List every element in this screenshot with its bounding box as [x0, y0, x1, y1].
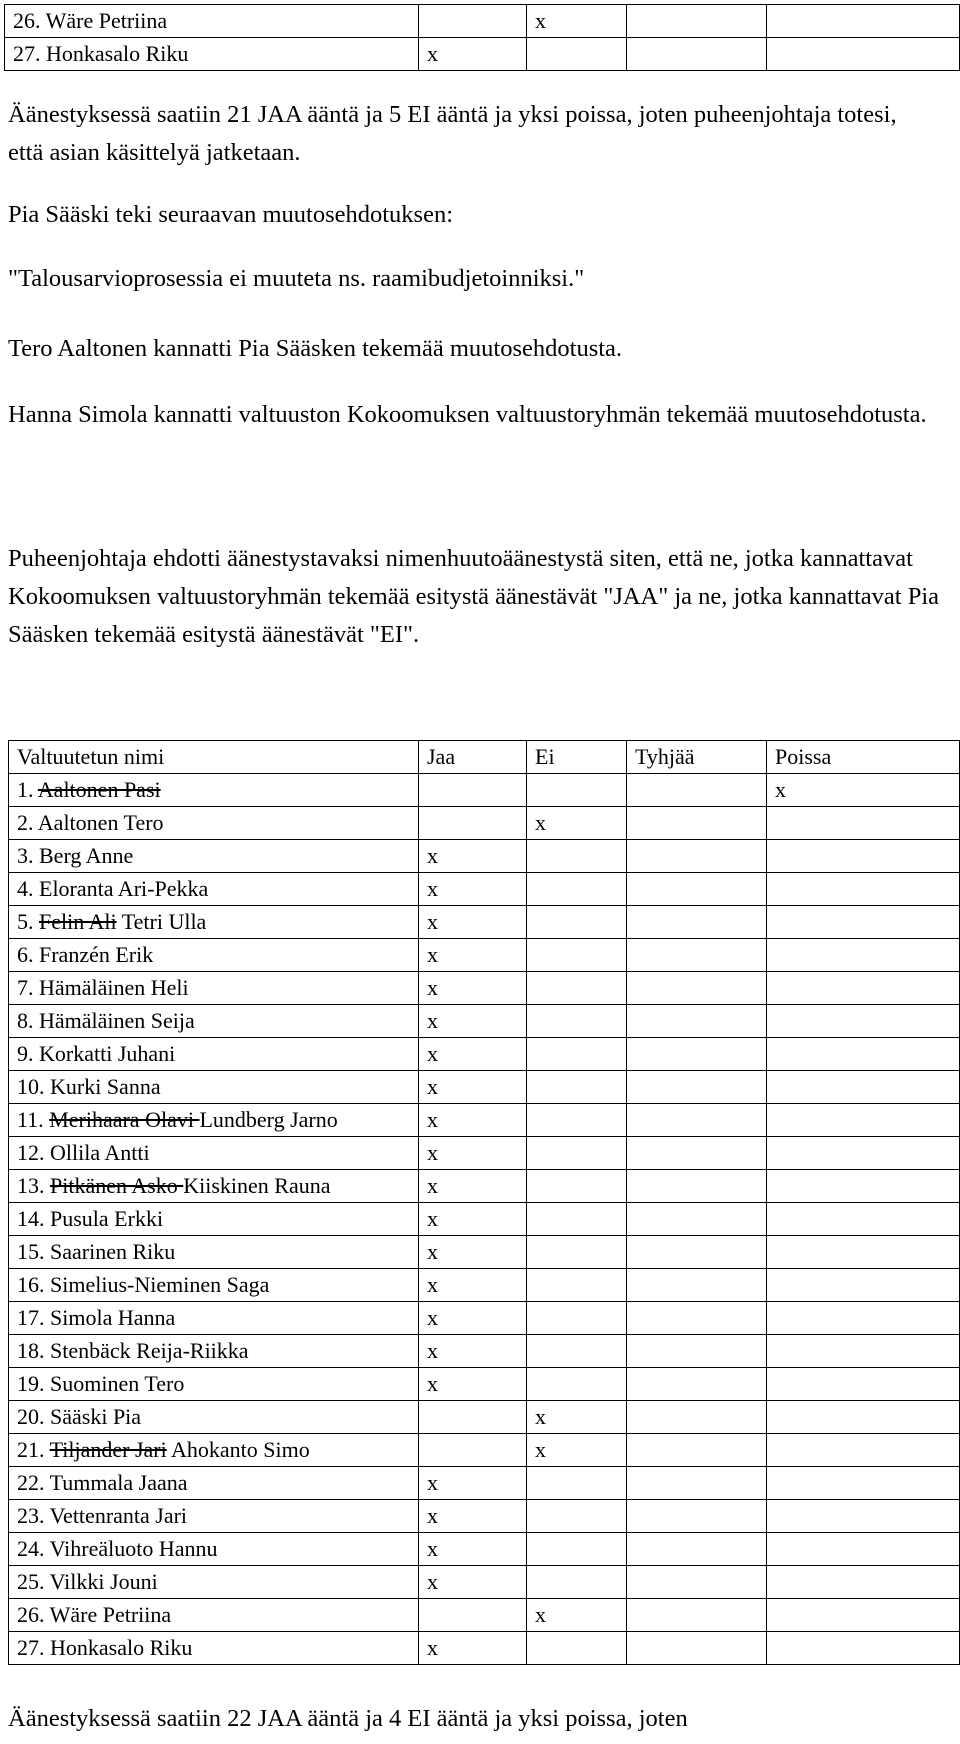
vote-poissa — [767, 1599, 960, 1632]
table-row — [9, 1599, 960, 1632]
table-row — [9, 972, 960, 1005]
vote-jaa: x — [419, 1566, 527, 1599]
member-name-cell — [9, 1038, 419, 1071]
vote-result-paragraph-2: Äänestyksessä saatiin 22 JAA ääntä ja 4 EI ääntä ja yksi poissa, joten — [8, 1705, 688, 1732]
member-number: 4. — [17, 876, 39, 901]
vote-jaa — [419, 5, 527, 38]
struck-member-name: Tiljander Jari — [49, 1437, 167, 1462]
vote-ei — [527, 774, 627, 807]
vote-tyhjaa — [627, 1401, 767, 1434]
vote-tyhjaa — [627, 1302, 767, 1335]
table-row — [9, 1632, 960, 1665]
vote-ei: x — [527, 1599, 627, 1632]
member-name: Ahokanto Simo — [166, 1437, 310, 1462]
vote-tyhjaa — [627, 1368, 767, 1401]
vote-poissa — [767, 1170, 960, 1203]
struck-member-name: Felin Ali — [39, 909, 117, 934]
vote-ei — [527, 1269, 627, 1302]
vote-ei — [527, 939, 627, 972]
vote-jaa: x — [419, 38, 527, 71]
member-name: Vihreäluoto Hannu — [49, 1536, 218, 1561]
member-name: Eloranta Ari-Pekka — [39, 876, 209, 901]
vote-poissa — [767, 1104, 960, 1137]
member-number: 24. — [17, 1536, 50, 1561]
member-number: 1. — [17, 777, 38, 802]
table-row — [9, 1302, 960, 1335]
table-row — [9, 1005, 960, 1038]
vote-ei — [527, 972, 627, 1005]
vote-poissa — [767, 972, 960, 1005]
vote-jaa: x — [419, 939, 527, 972]
member-name: Lundberg Jarno — [199, 1107, 338, 1132]
vote-ei — [527, 906, 627, 939]
vote-poissa — [767, 1302, 960, 1335]
member-number: 27. — [17, 1635, 50, 1660]
table-row — [9, 1038, 960, 1071]
vote-poissa — [767, 1401, 960, 1434]
table-row — [9, 807, 960, 840]
vote-tyhjaa — [627, 1038, 767, 1071]
member-number: 14. — [17, 1206, 50, 1231]
proposal-quote-paragraph: "Talousarvioprosessia ei muuteta ns. raamibudjetoinniksi." — [8, 265, 585, 292]
member-name-cell — [9, 1302, 419, 1335]
vote-poissa — [767, 1071, 960, 1104]
member-name: Pusula Erkki — [50, 1206, 164, 1231]
vote-ei: x — [527, 1401, 627, 1434]
vote-tyhjaa — [627, 1137, 767, 1170]
member-number: 17. — [17, 1305, 50, 1330]
vote-ei — [527, 1170, 627, 1203]
vote-ei — [527, 1533, 627, 1566]
table-row — [9, 873, 960, 906]
member-name-cell — [9, 1071, 419, 1104]
member-number: 9. — [17, 1041, 39, 1066]
vote-tyhjaa — [627, 774, 767, 807]
vote-ei — [527, 840, 627, 873]
vote-tyhjaa — [627, 1104, 767, 1137]
table-row — [9, 1104, 960, 1137]
vote-jaa: x — [419, 1104, 527, 1137]
vote-tyhjaa — [627, 38, 767, 71]
vote-tyhjaa — [627, 840, 767, 873]
member-name: Simola Hanna — [50, 1305, 176, 1330]
vote-ei — [527, 1137, 627, 1170]
vote-jaa: x — [419, 972, 527, 1005]
vote-tyhjaa — [627, 1236, 767, 1269]
vote-ei — [527, 1500, 627, 1533]
vote-ei — [527, 873, 627, 906]
member-number: 19. — [17, 1371, 50, 1396]
member-number: 10. — [17, 1074, 50, 1099]
previous-vote-table-continuation — [4, 4, 960, 71]
member-name: Ollila Antti — [50, 1140, 150, 1165]
vote-poissa — [767, 1137, 960, 1170]
vote-poissa — [767, 1632, 960, 1665]
member-name-cell — [9, 1533, 419, 1566]
vote-jaa: x — [419, 1533, 527, 1566]
vote-jaa: x — [419, 1368, 527, 1401]
member-name-cell — [9, 774, 419, 807]
vote-ei — [527, 1203, 627, 1236]
vote-tyhjaa — [627, 972, 767, 1005]
struck-member-name: Aaltonen Pasi — [37, 777, 161, 802]
vote-poissa — [767, 1434, 960, 1467]
member-number: 20. — [17, 1404, 50, 1429]
vote-table-header-row — [9, 741, 960, 774]
member-name: Berg Anne — [39, 843, 134, 868]
member-name-cell — [9, 1434, 419, 1467]
member-name: Wäre Petriina — [49, 1602, 172, 1627]
vote-jaa: x — [419, 1203, 527, 1236]
vote-jaa: x — [419, 840, 527, 873]
vote-result-paragraph-1: Äänestyksessä saatiin 21 JAA ääntä ja 5 EI ääntä ja yksi poissa, joten puheenjohtaja totesi, että asian käsittelyä jatketaan. — [8, 101, 897, 166]
member-name-cell — [9, 1467, 419, 1500]
vote-poissa — [767, 1335, 960, 1368]
member-name-cell — [9, 1566, 419, 1599]
member-name-cell — [9, 1170, 419, 1203]
vote-poissa: x — [767, 774, 960, 807]
table-row — [9, 840, 960, 873]
member-name-cell — [9, 1335, 419, 1368]
vote-poissa — [767, 1467, 960, 1500]
header-member-name: Valtuutetun nimi — [9, 741, 419, 774]
vote-poissa — [767, 1038, 960, 1071]
vote-jaa: x — [419, 906, 527, 939]
vote-tyhjaa — [627, 873, 767, 906]
member-name-cell — [9, 1599, 419, 1632]
member-name: Honkasalo Riku — [50, 1635, 193, 1660]
table-row — [9, 1401, 960, 1434]
table-row — [9, 1368, 960, 1401]
vote-poissa — [767, 1500, 960, 1533]
member-number: 16. — [17, 1272, 50, 1297]
member-name: Franzén Erik — [39, 942, 154, 967]
member-name-cell — [9, 1104, 419, 1137]
table-row — [5, 5, 960, 38]
table-row — [9, 774, 960, 807]
member-number: 25. — [17, 1569, 50, 1594]
vote-poissa — [767, 1203, 960, 1236]
member-number: 21. — [17, 1437, 50, 1462]
table-row — [9, 1269, 960, 1302]
vote-tyhjaa — [627, 939, 767, 972]
vote-tyhjaa — [627, 807, 767, 840]
vote-poissa — [767, 1005, 960, 1038]
vote-ei — [527, 1335, 627, 1368]
member-name: Tetri Ulla — [116, 909, 207, 934]
vote-ei — [527, 1302, 627, 1335]
vote-ei — [527, 38, 627, 71]
table-row — [9, 1236, 960, 1269]
vote-poissa — [767, 873, 960, 906]
member-name: Tummala Jaana — [49, 1470, 188, 1495]
vote-ei — [527, 1071, 627, 1104]
vote-jaa: x — [419, 1005, 527, 1038]
member-name-cell — [9, 1632, 419, 1665]
vote-jaa — [419, 1434, 527, 1467]
table-row — [9, 939, 960, 972]
vote-ei — [527, 1368, 627, 1401]
vote-jaa: x — [419, 873, 527, 906]
vote-ei — [527, 1632, 627, 1665]
member-name: Saarinen Riku — [50, 1239, 176, 1264]
vote-tyhjaa — [627, 1005, 767, 1038]
header-jaa: Jaa — [419, 741, 527, 774]
vote-tyhjaa — [627, 5, 767, 38]
member-number: 6. — [17, 942, 39, 967]
vote-jaa: x — [419, 1170, 527, 1203]
member-name: Suominen Tero — [50, 1371, 185, 1396]
table-row — [9, 1467, 960, 1500]
table-row — [9, 1071, 960, 1104]
vote-jaa: x — [419, 1269, 527, 1302]
member-number: 13. — [17, 1173, 50, 1198]
member-name: Vilkki Jouni — [49, 1569, 158, 1594]
vote-method-paragraph: Puheenjohtaja ehdotti äänestystavaksi nimenhuutoäänestystä siten, että ne, jotka kannattavat Kokoomuksen valtuustoryhmän tekemää esitystä äänestävät "JAA" ja ne, jotka kannattavat Pia Sääsken tekemää esitystä äänestävät "EI". — [8, 545, 940, 648]
member-name-cell — [9, 939, 419, 972]
member-number: 2. — [17, 810, 38, 835]
vote-ei — [527, 1467, 627, 1500]
member-name: Sääski Pia — [50, 1404, 142, 1429]
header-tyhjaa: Tyhjää — [627, 741, 767, 774]
member-number: 12. — [17, 1140, 50, 1165]
support-paragraph-1: Tero Aaltonen kannatti Pia Sääsken tekemää muutosehdotusta. — [8, 335, 623, 362]
member-name: Kurki Sanna — [50, 1074, 161, 1099]
member-number: 15. — [17, 1239, 50, 1264]
vote-jaa: x — [419, 1137, 527, 1170]
member-number: 7. — [17, 975, 39, 1000]
vote-tyhjaa — [627, 1500, 767, 1533]
table-row — [9, 906, 960, 939]
member-name-cell — [9, 1500, 419, 1533]
vote-ei: x — [527, 5, 627, 38]
vote-tyhjaa — [627, 1599, 767, 1632]
member-name: Stenbäck Reija-Riikka — [50, 1338, 249, 1363]
vote-tyhjaa — [627, 1203, 767, 1236]
table-row — [5, 38, 960, 71]
table-row — [9, 1137, 960, 1170]
vote-poissa — [767, 1368, 960, 1401]
vote-jaa: x — [419, 1467, 527, 1500]
member-name-cell — [9, 1236, 419, 1269]
vote-ei — [527, 1038, 627, 1071]
support-paragraph-2: Hanna Simola kannatti valtuuston Kokoomuksen valtuustoryhmän tekemää muutosehdotusta. — [8, 401, 927, 428]
member-name: 27. Honkasalo Riku — [5, 38, 419, 71]
vote-tyhjaa — [627, 1269, 767, 1302]
vote-poissa — [767, 1566, 960, 1599]
member-name-cell — [9, 873, 419, 906]
member-name: Hämäläinen Seija — [39, 1008, 195, 1033]
roll-call-vote-table — [8, 740, 960, 1665]
table-row — [9, 1434, 960, 1467]
member-name: 26. Wäre Petriina — [5, 5, 419, 38]
vote-ei — [527, 1236, 627, 1269]
member-name-cell — [9, 1005, 419, 1038]
member-number: 11. — [17, 1107, 50, 1132]
vote-jaa — [419, 774, 527, 807]
member-name-cell — [9, 1203, 419, 1236]
member-number: 26. — [17, 1602, 50, 1627]
vote-jaa: x — [419, 1071, 527, 1104]
proposal-intro-paragraph: Pia Sääski teki seuraavan muutosehdotuksen: — [8, 201, 453, 228]
member-name-cell — [9, 1269, 419, 1302]
vote-poissa — [767, 38, 960, 71]
member-name-cell — [9, 1401, 419, 1434]
vote-jaa — [419, 807, 527, 840]
member-name-cell — [9, 1368, 419, 1401]
table-row — [9, 1335, 960, 1368]
member-number: 22. — [17, 1470, 50, 1495]
member-number: 3. — [17, 843, 39, 868]
member-name-cell — [9, 840, 419, 873]
header-poissa: Poissa — [767, 741, 960, 774]
member-name: Aaltonen Tero — [37, 810, 164, 835]
vote-tyhjaa — [627, 1632, 767, 1665]
vote-poissa — [767, 807, 960, 840]
table-row — [9, 1203, 960, 1236]
vote-tyhjaa — [627, 1071, 767, 1104]
vote-poissa — [767, 906, 960, 939]
vote-ei — [527, 1566, 627, 1599]
vote-jaa: x — [419, 1038, 527, 1071]
member-name: Simelius-Nieminen Saga — [50, 1272, 270, 1297]
table-row — [9, 1533, 960, 1566]
header-ei: Ei — [527, 741, 627, 774]
vote-jaa: x — [419, 1335, 527, 1368]
table-row — [9, 1170, 960, 1203]
vote-tyhjaa — [627, 1533, 767, 1566]
member-number: 8. — [17, 1008, 39, 1033]
vote-poissa — [767, 5, 960, 38]
member-name-cell — [9, 807, 419, 840]
vote-jaa — [419, 1599, 527, 1632]
vote-ei — [527, 1005, 627, 1038]
member-name-cell — [9, 1137, 419, 1170]
member-name: Vettenranta Jari — [49, 1503, 188, 1528]
vote-tyhjaa — [627, 1335, 767, 1368]
vote-ei: x — [527, 1434, 627, 1467]
vote-tyhjaa — [627, 1566, 767, 1599]
member-name: Korkatti Juhani — [39, 1041, 176, 1066]
member-number: 5. — [17, 909, 39, 934]
vote-jaa: x — [419, 1302, 527, 1335]
vote-ei — [527, 1104, 627, 1137]
member-name-cell — [9, 972, 419, 1005]
vote-jaa: x — [419, 1632, 527, 1665]
member-name: Kiiskinen Rauna — [183, 1173, 331, 1198]
struck-member-name: Merihaara Olavi — [49, 1107, 200, 1132]
table-row — [9, 1566, 960, 1599]
vote-tyhjaa — [627, 1170, 767, 1203]
struck-member-name: Pitkänen Asko — [50, 1173, 184, 1198]
vote-poissa — [767, 939, 960, 972]
vote-poissa — [767, 1236, 960, 1269]
member-name: Hämäläinen Heli — [39, 975, 189, 1000]
vote-jaa — [419, 1401, 527, 1434]
vote-ei: x — [527, 807, 627, 840]
table-row — [9, 1500, 960, 1533]
vote-jaa: x — [419, 1500, 527, 1533]
member-number: 23. — [17, 1503, 50, 1528]
member-name-cell — [9, 906, 419, 939]
vote-jaa: x — [419, 1236, 527, 1269]
member-number: 18. — [17, 1338, 50, 1363]
vote-tyhjaa — [627, 906, 767, 939]
vote-poissa — [767, 1533, 960, 1566]
vote-tyhjaa — [627, 1467, 767, 1500]
vote-poissa — [767, 1269, 960, 1302]
vote-poissa — [767, 840, 960, 873]
vote-tyhjaa — [627, 1434, 767, 1467]
